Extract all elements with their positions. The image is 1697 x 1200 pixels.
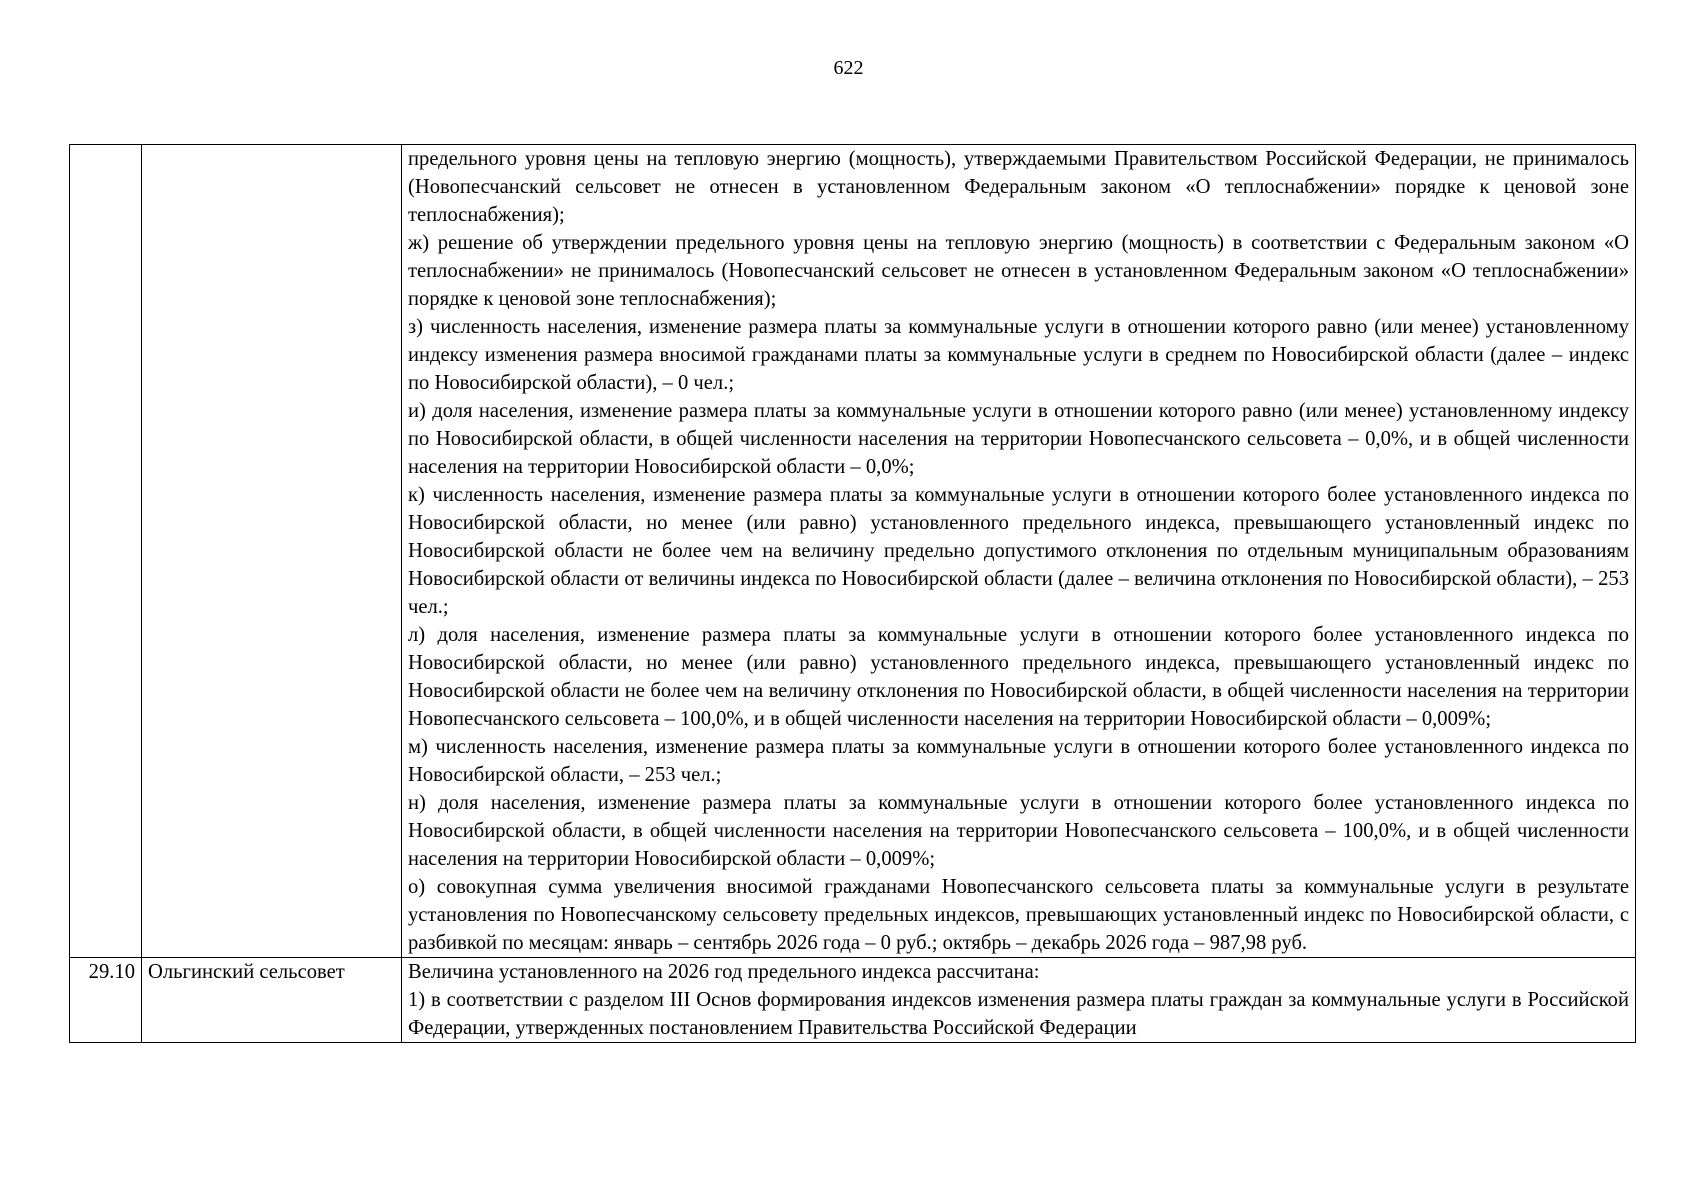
paragraph: ж) решение об утверждении предельного уровня цены на тепловую энергию (мощность) в соответствии с Федеральным законом «О теплоснабжении» не принималось (Новопесчанский сельсовет не отнесен в установленном Федеральным законом «О теплоснабжении» порядке к ценовой зоне теплоснабжения); [408,232,1629,310]
row-number-cell: 29.10 [70,958,142,1043]
paragraph: о) совокупная сумма увеличения вносимой гражданами Новопесчанского сельсовета платы за коммунальные услуги в результате установления по Новопесчанскому сельсовету предельных индексов, превышающих установленный индекс по Новосибирской области, с разбивкой по месяцам: январь – сентябрь 2026 года – 0 руб.; октябрь – декабрь 2026 года – 987,98 руб. [408,876,1629,954]
paragraph: н) доля населения, изменение размера платы за коммунальные услуги в отношении которого более установленного индекса по Новосибирской области, в общей численности населения на территории Новопесчанского сельсовета – 100,0%, и в общей численности населения на территории Новосибирской области – 0,009%; [408,792,1629,870]
paragraph: предельного уровня цены на тепловую энергию (мощность), утверждаемыми Правительством Российской Федерации, не принималось (Новопесчанский сельсовет не отнесен в установленном Федеральным законом «О теплоснабжении» порядке к ценовой зоне теплоснабжения); [408,148,1629,226]
description-cell [402,958,1636,1043]
municipality-name-cell [142,145,402,958]
paragraph: м) численность населения, изменение размера платы за коммунальные услуги в отношении которого более установленного индекса по Новосибирской области, – 253 чел.; [408,736,1629,786]
table-row [70,958,1636,1043]
page-number: 622 [833,57,864,79]
paragraph: и) доля населения, изменение размера платы за коммунальные услуги в отношении которого равно (или менее) установленному индексу по Новосибирской области, в общей численности населения на территории Новопесчанского сельсовета – 0,0%, и в общей численности населения на территории Новосибирской области – 0,0%; [408,400,1629,478]
paragraph: з) численность населения, изменение размера платы за коммунальные услуги в отношении которого равно (или менее) установленному индексу изменения размера вносимой гражданами платы за коммунальные услуги в среднем по Новосибирской области (далее – индекс по Новосибирской области), – 0 чел.; [408,316,1629,394]
clipped-text-container [408,986,1629,1042]
paragraph: к) численность населения, изменение размера платы за коммунальные услуги в отношении которого более установленного индекса по Новосибирской области, но менее (или равно) установленного предельного индекса, превышающего установленный индекс по Новосибирской области не более чем на величину предельно допустимого отклонения по отдельным муниципальным образованиям Новосибирской области от величины индекса по Новосибирской области (далее – величина отклонения по Новосибирской области), – 253 чел.; [408,484,1629,618]
paragraph: 1) в соответствии с разделом III Основ формирования индексов изменения размера платы граждан за коммунальные услуги в Российской Федерации, утвержденных постановлением Правительства Российской Федерации [408,989,1629,1039]
description-cell [402,145,1636,958]
municipality-name-cell: Ольгинский сельсовет [142,958,402,1043]
indices-table [69,144,1636,1043]
paragraph: Величина установленного на 2026 год предельного индекса рассчитана: [408,961,1040,983]
table-row [70,145,1636,958]
paragraph: л) доля населения, изменение размера платы за коммунальные услуги в отношении которого более установленного индекса по Новосибирской области, но менее (или равно) установленного предельного индекса, превышающего установленный индекс по Новосибирской области не более чем на величину отклонения по Новосибирской области, в общей численности населения на территории Новопесчанского сельсовета – 100,0%, и в общей численности населения на территории Новосибирской области – 0,009%; [408,624,1629,730]
row-number-cell [70,145,142,958]
